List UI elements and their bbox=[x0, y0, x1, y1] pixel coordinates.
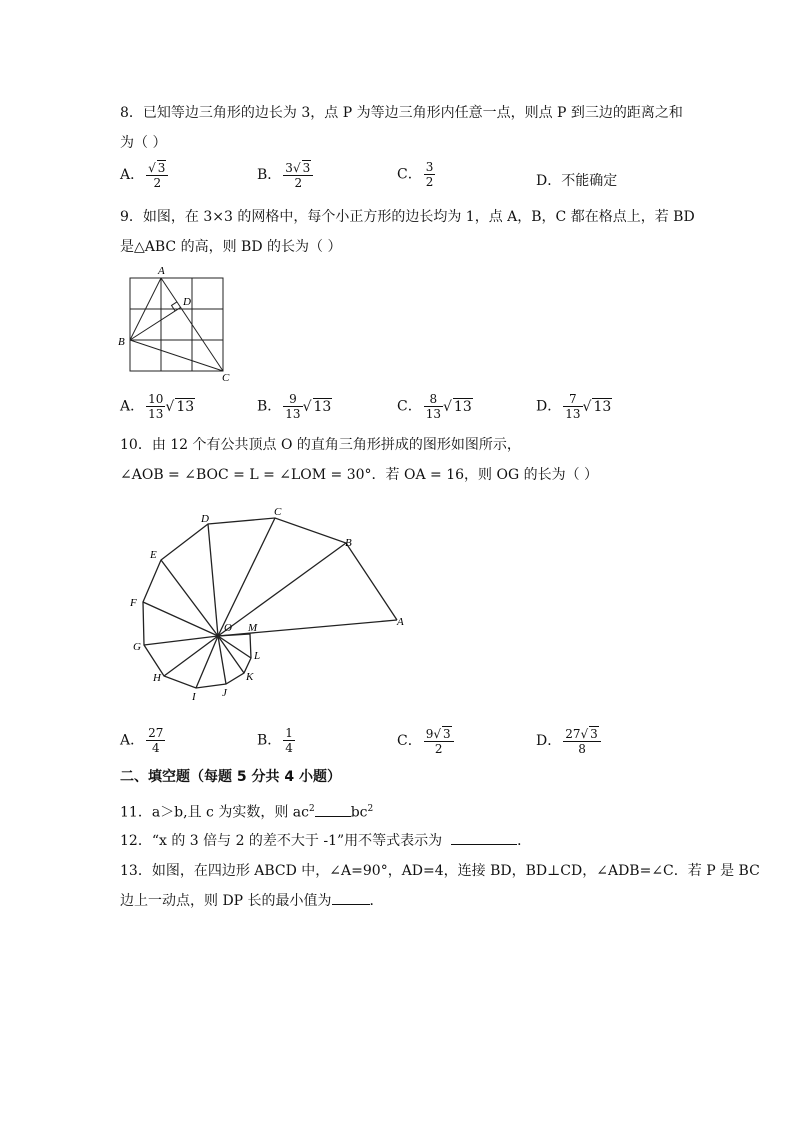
option-label: C． bbox=[397, 398, 422, 415]
q8-option-d[interactable] bbox=[536, 170, 617, 190]
answer-blank[interactable] bbox=[451, 844, 517, 845]
q13-stem-line1: 13．如图，在四边形 ABCD 中，∠A=90°，AD=4，连接 BD，BD⊥CD，∠ADB=∠C．若 P 是 BC bbox=[120, 863, 760, 879]
fraction: $\frac{1}{4}$ bbox=[285, 726, 293, 755]
fraction: $\frac{9}{13}$ bbox=[285, 392, 301, 421]
q8-option-c[interactable] bbox=[397, 160, 435, 189]
grid-border bbox=[130, 278, 223, 371]
option-label: B． bbox=[257, 167, 282, 183]
q9-grid-figure bbox=[114, 262, 244, 384]
q10-option-d[interactable] bbox=[536, 726, 601, 756]
fraction: $\frac{27√ 3}{8}$ bbox=[563, 726, 601, 756]
option-label: D． bbox=[536, 733, 562, 749]
label-i: I bbox=[192, 691, 196, 703]
right-angle-mark bbox=[172, 302, 177, 311]
q8-stem-line1: 8．已知等边三角形的边长为 3，点 P 为等边三角形内任意一点，则点 P 到三边的距离之和 bbox=[120, 105, 683, 121]
label-d: D bbox=[201, 513, 209, 525]
q9-stem-line2: 是△ABC 的高，则 BD 的长为（ ） bbox=[120, 239, 342, 255]
option-label: B． bbox=[257, 732, 282, 749]
fraction: $\frac{7}{13}$ bbox=[565, 392, 581, 421]
label-b: B bbox=[345, 537, 352, 549]
label-e: E bbox=[150, 549, 157, 561]
section-heading: 二、填空题（每题 5 分共 4 小题） bbox=[120, 769, 341, 785]
q9-option-a[interactable]: A． $\frac{10}{13}$ √ 13 bbox=[120, 392, 195, 421]
fraction: $\frac{8}{13}$ bbox=[425, 392, 441, 421]
q8-option-a[interactable] bbox=[120, 160, 168, 190]
label-g: G bbox=[133, 641, 141, 653]
label-a: A bbox=[158, 265, 165, 277]
q13-stem-line2: 边上一动点，则 DP 长的最小值为 ． bbox=[120, 893, 384, 909]
outer-boundary bbox=[143, 518, 397, 688]
fraction: √ $\frac{3}{2}$ bbox=[146, 160, 168, 190]
answer-blank[interactable] bbox=[315, 816, 351, 817]
label-d: D bbox=[183, 296, 191, 308]
option-label: D． bbox=[536, 398, 562, 415]
option-label: A． bbox=[120, 167, 145, 183]
fraction: $\frac{10}{13}$ bbox=[148, 392, 164, 421]
q10-option-c[interactable] bbox=[397, 726, 454, 756]
option-label: A． bbox=[120, 398, 145, 415]
segment-bc bbox=[130, 340, 223, 371]
q10-option-a[interactable] bbox=[120, 726, 165, 755]
label-m: M bbox=[248, 622, 258, 634]
q10-option-b[interactable] bbox=[257, 726, 295, 755]
spiral-lines bbox=[143, 518, 397, 688]
option-text: 不能确定 bbox=[561, 173, 618, 189]
segment-bd bbox=[130, 307, 181, 340]
fraction: $\frac{3√ 3}{2}$ bbox=[283, 160, 313, 190]
label-c: C bbox=[274, 506, 282, 518]
q8-stem-line2: 为（ ） bbox=[120, 135, 167, 151]
option-label: A． bbox=[120, 732, 145, 749]
option-label: C． bbox=[397, 733, 422, 749]
fraction: $\frac{9√ 3}{2}$ bbox=[424, 726, 454, 756]
option-label: B． bbox=[257, 398, 282, 415]
q9-stem-line1: 9．如图，在 3×3 的网格中，每个小正方形的边长均为 1，点 A，B，C 都在格点上，若 BD bbox=[120, 209, 695, 225]
q10-spiral-figure bbox=[120, 500, 420, 710]
option-label: C． bbox=[397, 166, 422, 183]
q9-option-c[interactable]: C． $\frac{8}{13}$ √ 13 bbox=[397, 392, 473, 421]
q8-option-b[interactable] bbox=[257, 160, 313, 190]
label-b: B bbox=[118, 336, 125, 348]
option-label: D． bbox=[536, 173, 562, 189]
q10-stem-line1: 10．由 12 个有公共顶点 O 的直角三角形拼成的图形如图所示， bbox=[120, 437, 521, 453]
label-j: J bbox=[222, 687, 227, 699]
label-l: L bbox=[254, 650, 261, 662]
label-h: H bbox=[153, 672, 161, 684]
q9-option-d[interactable]: D． $\frac{7}{13}$ √ 13 bbox=[536, 392, 612, 421]
fraction: $\frac{3}{2}$ bbox=[425, 160, 434, 189]
label-f: F bbox=[130, 597, 137, 609]
label-a: A bbox=[397, 616, 404, 628]
q11-line: 11．a＞b,且 c 为实数，则 $ac^2$ $bc^2$ bbox=[120, 804, 374, 821]
q12-line: 12．“x 的 3 倍与 2 的差不大于 -1”用不等式表示为 ． bbox=[120, 833, 532, 849]
label-o: O bbox=[224, 622, 232, 634]
q10-stem-line2: ∠AOB = ∠BOC = L = ∠LOM = 30°．若 OA = 16，则 OG 的长为（ ） bbox=[120, 467, 599, 483]
answer-blank[interactable] bbox=[332, 904, 370, 905]
fraction: $\frac{27}{4}$ bbox=[148, 726, 164, 755]
label-c: C bbox=[222, 372, 230, 384]
label-k: K bbox=[246, 671, 254, 683]
q9-option-b[interactable]: B． $\frac{9}{13}$ √ 13 bbox=[257, 392, 332, 421]
